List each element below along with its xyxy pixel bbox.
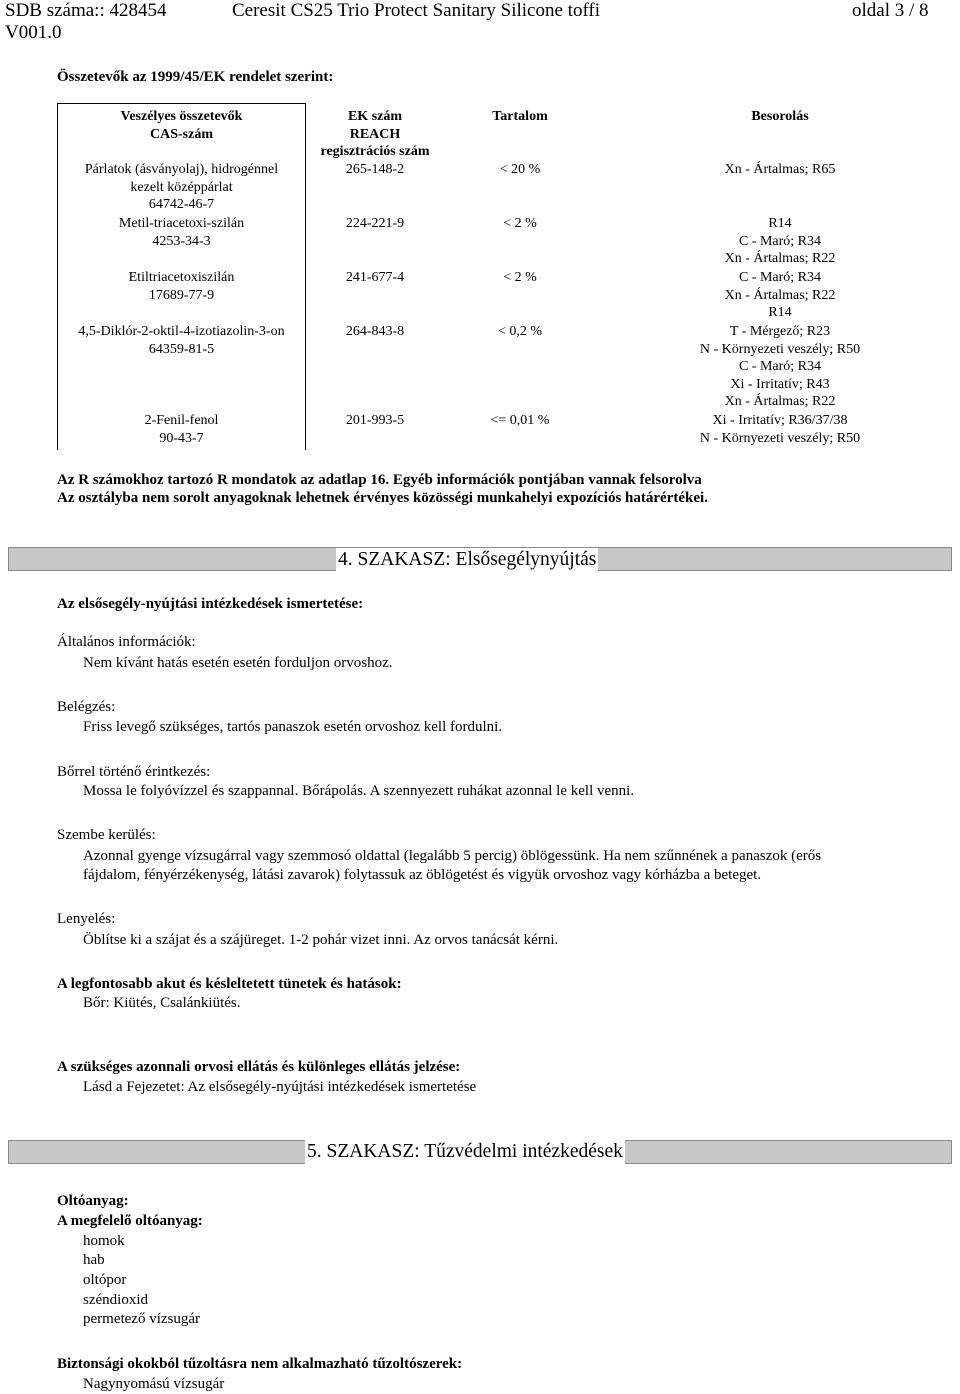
- symptoms-label: A legfontosabb akut és késleltetett tünetek és hatások:: [57, 976, 402, 992]
- symptoms-text: Bőr: Kiütés, Csalánkiütés.: [83, 995, 241, 1011]
- table-cell-content: < 2 %: [503, 216, 537, 231]
- general-info-label: Általános információk:: [57, 634, 196, 650]
- table-cell-content: <= 0,01 %: [490, 413, 550, 428]
- unsuitable-media-label: Biztonsági okokból tűzoltásra nem alkalmazható tűzoltószerek:: [57, 1356, 463, 1372]
- ingredients-header: Veszélyes összetevők CAS-szám: [120, 109, 243, 142]
- list-item: permetező vízsugár: [83, 1311, 201, 1327]
- table-row-ingredient: Etiltriacetoxiszilán 17689-77-9: [128, 270, 235, 303]
- table-cell-content: < 20 %: [499, 162, 541, 177]
- suitable-media-label: A megfelelő oltóanyag:: [57, 1213, 203, 1229]
- table-row-ingredient: Párlatok (ásványolaj), hidrogénnel kezelt középpárlat 64742-46-7: [84, 162, 279, 212]
- table-cell-content: < 0,2 %: [497, 324, 543, 339]
- table-row-ingredient: 2-Fenil-fenol 90-43-7: [144, 413, 219, 446]
- table-cell-classification: R14 C - Maró; R34 Xn - Ártalmas; R22: [724, 216, 836, 266]
- inhalation-label: Belégzés:: [57, 699, 116, 715]
- ingestion-label: Lenyelés:: [57, 911, 116, 927]
- product-name: Ceresit CS25 Trio Protect Sanitary Silicone toffi: [232, 0, 601, 21]
- table-top-border: [57, 103, 306, 104]
- classification-header: Besorolás: [751, 109, 809, 124]
- ingestion-text: Öblítse ki a szájat és a szájüreget. 1-2 pohár vizet inni. Az orvos tanácsát kérni.: [83, 932, 559, 948]
- eye-contact-label: Szembe kerülés:: [57, 827, 156, 843]
- composition-title: Összetevők az 1999/45/EK rendelet szerint:: [57, 69, 334, 85]
- first-aid-subtitle: Az elsősegély-nyújtási intézkedések ismertetése:: [57, 596, 364, 612]
- unsuitable-media-text: Nagynyomású vízsugár: [83, 1376, 225, 1392]
- list-item: oltópor: [83, 1272, 127, 1288]
- doc-number: SDB száma:: 428454: [5, 0, 167, 21]
- exposure-limit-note: Az osztályba nem sorolt anyagoknak lehetnek érvényes közösségi munkahelyi expozíciós határértékei.: [57, 490, 708, 506]
- table-cell-ec: 201-993-5: [345, 413, 405, 428]
- content-header: Tartalom: [492, 109, 548, 124]
- medical-attention-label: A szükséges azonnali orvosi ellátás és különleges ellátás jelzése:: [57, 1059, 461, 1075]
- section-5-title: 5. SZAKASZ: Tűzvédelmi intézkedések: [307, 1141, 623, 1162]
- ec-number-header: EK szám REACH regisztrációs szám: [320, 109, 430, 159]
- table-cell-classification: T - Mérgező; R23 N - Környezeti veszély; R50 C - Maró; R34 Xi - Irritatív; R43 Xn - Ártalmas; R22: [699, 324, 861, 409]
- table-row-ingredient: 4,5-Diklór-2-oktil-4-izotiazolin-3-on 64359-81-5: [78, 324, 285, 357]
- table-cell-classification: Xn - Ártalmas; R65: [724, 162, 836, 177]
- table-cell-classification: C - Maró; R34 Xn - Ártalmas; R22 R14: [724, 270, 836, 320]
- eye-contact-text-line-2: fájdalom, fényérzékenység, látási zavarok) folytassuk az öblögetést és vigyük orvoshoz vagy kórházba a beteget.: [83, 867, 762, 883]
- list-item: homok: [83, 1233, 125, 1249]
- r-phrase-note: Az R számokhoz tartozó R mondatok az adatlap 16. Egyéb információk pontjában vannak felsorolva: [57, 472, 702, 488]
- table-cell-content: < 2 %: [503, 270, 537, 285]
- table-cell-ec: 241-677-4: [345, 270, 405, 285]
- inhalation-text: Friss levegő szükséges, tartós panaszok esetén orvoshoz kell fordulni.: [83, 719, 503, 735]
- page-number: oldal 3 / 8: [852, 0, 929, 21]
- eye-contact-text-line-1: Azonnal gyenge vízsugárral vagy szemmosó oldattal (legalább 5 percig) öblögessünk. Ha nem szűnnének a panaszok (erős: [83, 848, 822, 864]
- section-4-title: 4. SZAKASZ: Elsősegélynyújtás: [338, 549, 597, 570]
- table-row-ingredient: Metil-triacetoxi-szilán 4253-34-3: [118, 216, 245, 249]
- table-cell-ec: 264-843-8: [345, 324, 405, 339]
- table-cell-ec: 224-221-9: [345, 216, 405, 231]
- list-item: széndioxid: [83, 1292, 148, 1308]
- skin-contact-label: Bőrrel történő érintkezés:: [57, 764, 211, 780]
- general-info-text: Nem kívánt hatás esetén esetén forduljon orvoshoz.: [83, 655, 393, 671]
- version: V001.0: [5, 22, 62, 43]
- medical-attention-text: Lásd a Fejezetet: Az elsősegély-nyújtási intézkedések ismertetése: [83, 1079, 477, 1095]
- list-item: hab: [83, 1252, 105, 1268]
- skin-contact-text: Mossa le folyóvízzel és szappannal. Bőrápolás. A szennyezett ruhákat azonnal le kell venni.: [83, 783, 635, 799]
- table-cell-classification: Xi - Irritatív; R36/37/38 N - Környezeti veszély; R50: [699, 413, 861, 446]
- table-cell-ec: 265-148-2: [345, 162, 405, 177]
- extinguishing-media-label: Oltóanyag:: [57, 1193, 129, 1209]
